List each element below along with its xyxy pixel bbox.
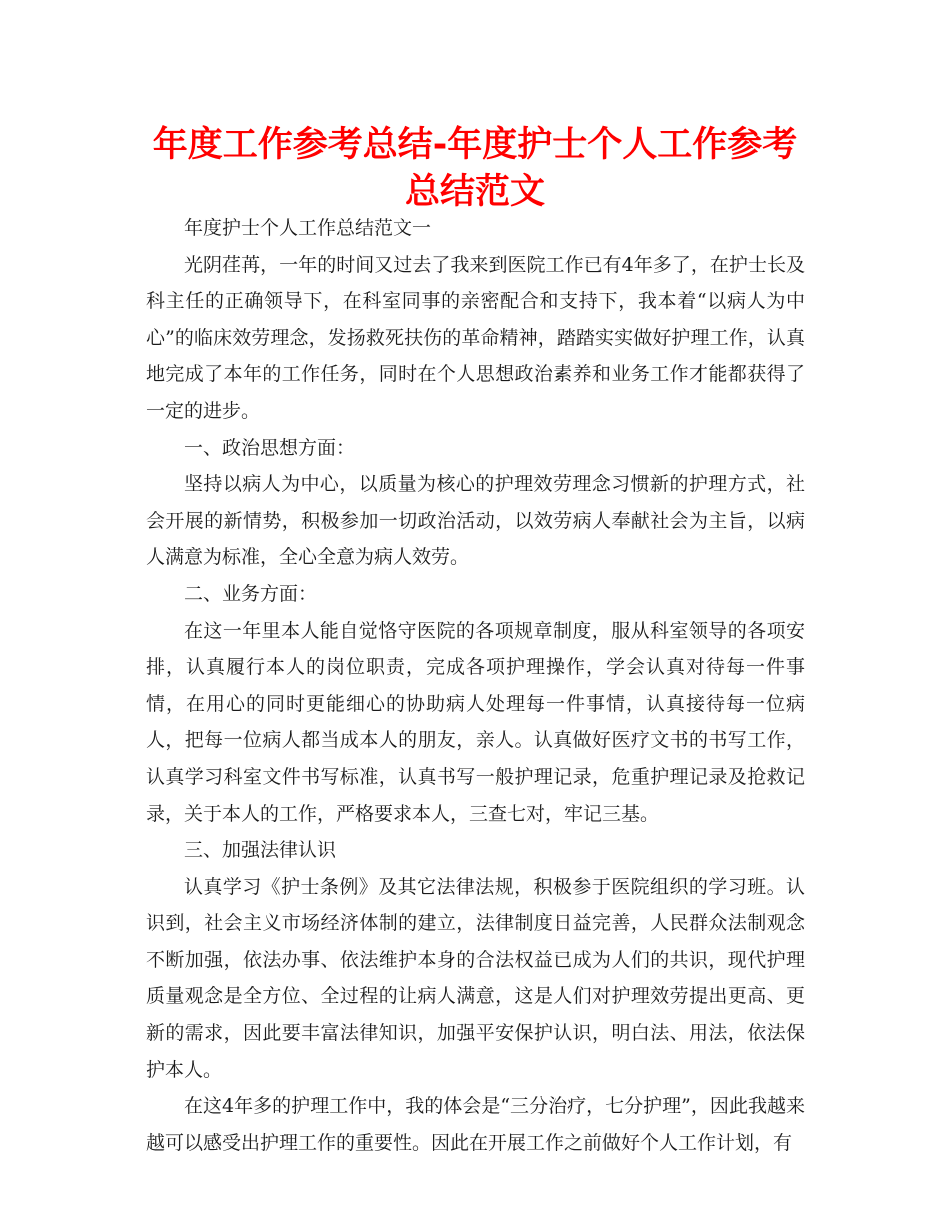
body-paragraph: 在这4年多的护理工作中，我的体会是“三分治疗，七分护理”，因此我越来越可以感受出护理工作的重要性。因此在开展工作之前做好个人工作计划，有: [146, 1095, 805, 1154]
section-heading-business: 二、业务方面：: [184, 582, 318, 605]
body-paragraph: 在这一年里本人能自觉恪守医院的各项规章制度，服从科室领导的各项安排，认真履行本人的岗位职责，完成各项护理操作，学会认真对待每一件事情，在用心的同时更能细心的协助病人处理每一件事情，认真接待每一位病人，把每一位病人都当成本人的朋友，亲人。认真做好医疗文书的书写工作，认真学习科室文件书写标准，认真书写一般护理记录，危重护理记录及抢救记录，关于本人的工作，严格要求本人，三查七对，牢记三基。: [146, 619, 805, 825]
document-body: [146, 210, 805, 1161]
section-heading-politics: 一、政治思想方面：: [184, 436, 356, 459]
body-paragraph: 光阴荏苒，一年的时间又过去了我来到医院工作已有4年多了，在护士长及科主任的正确领导下，在科室同事的亲密配合和支持下，我本着“以病人为中心”的临床效劳理念，发扬救死扶伤的革命精神，踏踏实实做好护理工作，认真地完成了本年的工作任务，同时在个人思想政治素养和业务工作才能都获得了一定的进步。: [146, 253, 805, 422]
document-title: 年度工作参考总结-年度护士个人工作参考总结范文: [152, 125, 798, 212]
section-subtitle: 年度护士个人工作总结范文一: [184, 217, 432, 239]
body-paragraph: 认真学习《护士条例》及其它法律法规，积极参于医院组织的学习班。认识到，社会主义市场经济体制的建立，法律制度日益完善，人民群众法制观念不断加强，依法办事、依法维护本身的合法权益已成为人们的共识，现代护理质量观念是全方位、全过程的让病人满意，这是人们对护理效劳提出更高、更新的需求，因此要丰富法律知识，加强平安保护认识，明白法、用法，依法保护本人。: [146, 875, 805, 1081]
section-heading-law: 三、加强法律认识: [184, 839, 337, 862]
body-paragraph: 坚持以病人为中心，以质量为核心的护理效劳理念习惯新的护理方式，社会开展的新情势，积极参加一切政治活动，以效劳病人奉献社会为主旨，以病人满意为标准，全心全意为病人效劳。: [146, 473, 805, 569]
